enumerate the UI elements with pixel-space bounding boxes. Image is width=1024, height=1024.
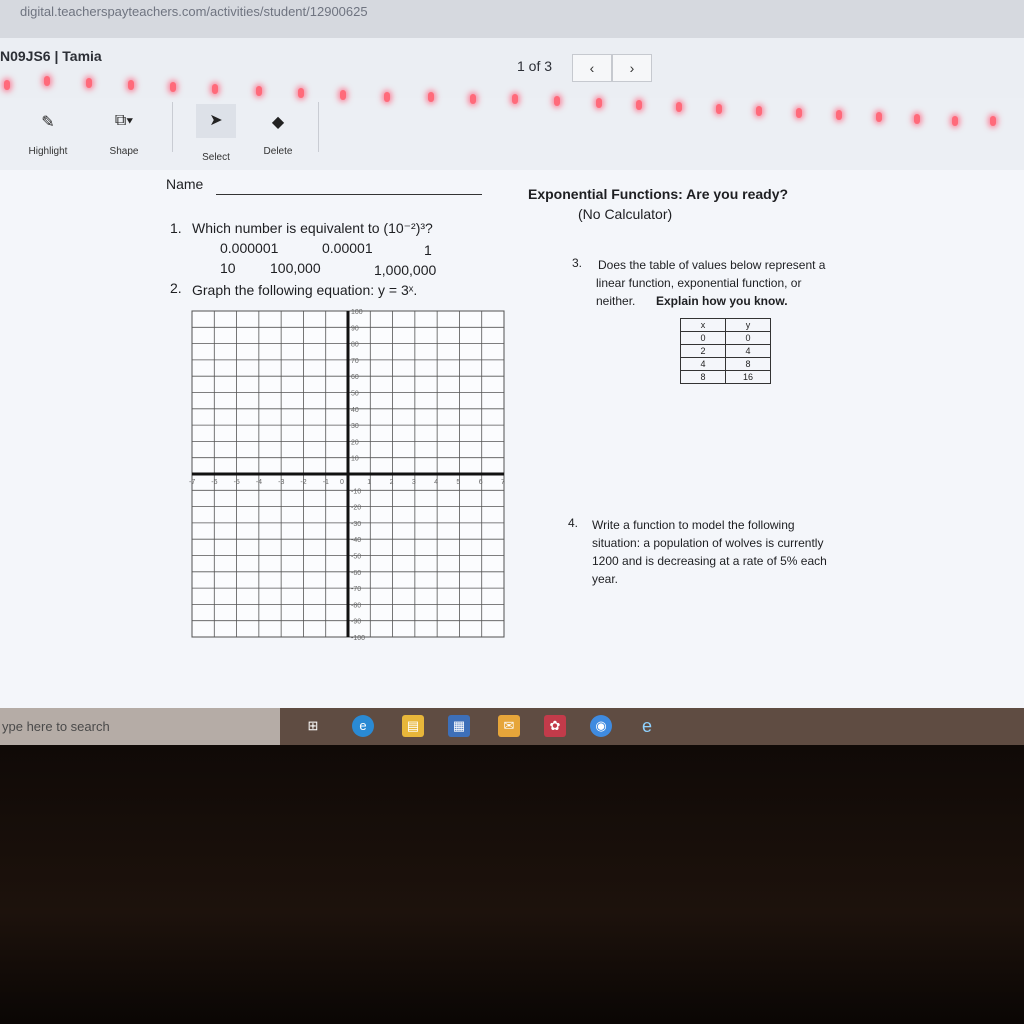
- y-tick-label: 20: [351, 439, 359, 447]
- taskbar-search-box[interactable]: [0, 708, 280, 745]
- x-tick-label: -3: [278, 479, 285, 486]
- search-placeholder: ype here to search: [2, 719, 110, 734]
- y-tick-label: -10: [351, 488, 362, 496]
- coordinate-grid[interactable]: [186, 305, 510, 643]
- table-cell: 8: [681, 371, 726, 384]
- y-tick-label: 60: [351, 374, 359, 382]
- x-tick-label: 4: [434, 479, 439, 486]
- eraser-icon: ◆: [271, 114, 285, 131]
- q4-line: situation: a population of wolves is currently: [592, 536, 824, 550]
- address-bar[interactable]: [0, 0, 1024, 38]
- x-tick-label: 7: [501, 479, 505, 486]
- table-row: [681, 332, 771, 345]
- column-header-y: y: [726, 319, 771, 332]
- y-tick-label: -30: [351, 520, 362, 528]
- q4-line: Write a function to model the following: [592, 518, 795, 532]
- app-icon[interactable]: ✿: [544, 715, 566, 737]
- y-tick-label: 10: [351, 455, 359, 463]
- y-tick-label: -80: [351, 602, 362, 610]
- chrome-icon[interactable]: ◉: [590, 715, 612, 737]
- column-header-x: x: [681, 319, 726, 332]
- q1-option[interactable]: 0.000001: [220, 240, 279, 256]
- y-tick-label: -90: [351, 618, 362, 626]
- store-icon[interactable]: ▦: [448, 715, 470, 737]
- q3-number: 3.: [572, 256, 583, 270]
- x-tick-label: 2: [389, 479, 394, 486]
- table-row: [681, 358, 771, 371]
- chevron-right-icon: ›: [629, 60, 635, 76]
- q3-line: linear function, exponential function, or: [596, 276, 802, 290]
- url-text: digital.teacherspayteachers.com/activities/student/12900625: [20, 4, 368, 19]
- table-cell: 16: [726, 371, 771, 384]
- q4-line: year.: [592, 572, 619, 586]
- highlight-label: Highlight: [28, 146, 68, 157]
- chevron-left-icon: ‹: [589, 60, 595, 76]
- y-tick-label: 50: [351, 390, 359, 398]
- file-explorer-icon[interactable]: ▤: [402, 715, 424, 737]
- x-tick-label: -1: [322, 479, 329, 486]
- name-line[interactable]: [216, 194, 482, 195]
- delete-label: Delete: [263, 146, 293, 157]
- x-tick-label: -5: [233, 479, 240, 486]
- values-table: [680, 318, 771, 384]
- marker-icon: ✎: [41, 114, 55, 131]
- worksheet-page: [0, 170, 1024, 710]
- y-tick-label: 100: [351, 309, 363, 316]
- q3-line: neither.: [596, 294, 636, 308]
- q2-number: 2.: [170, 280, 182, 296]
- q4-number: 4.: [568, 516, 579, 530]
- x-tick-label: -4: [255, 479, 263, 486]
- q3-line: Does the table of values below represent a: [598, 258, 826, 272]
- worksheet-title: Exponential Functions: Are you ready?: [528, 186, 789, 202]
- y-tick-label: -70: [351, 586, 362, 594]
- q3-line: Explain how you know.: [656, 294, 788, 308]
- table-row: [681, 371, 771, 384]
- name-label: Name: [166, 176, 204, 192]
- shape-label: Shape: [109, 146, 139, 157]
- table-cell: 0: [726, 332, 771, 345]
- mail-icon[interactable]: ✉: [498, 715, 520, 737]
- y-tick-label: -100: [351, 635, 366, 642]
- x-tick-label: 3: [411, 479, 416, 486]
- x-tick-label: -7: [189, 479, 196, 486]
- y-tick-label: -20: [351, 504, 362, 512]
- q1-prompt: Which number is equivalent to (10⁻²)³?: [192, 220, 433, 236]
- q2-prompt: Graph the following equation: y = 3ˣ.: [192, 282, 418, 298]
- table-cell: 2: [681, 345, 726, 358]
- table-cell: 4: [681, 358, 726, 371]
- shape-icon: ⧉▾: [114, 112, 134, 129]
- q1-option[interactable]: 1,000,000: [374, 262, 437, 278]
- y-tick-label: 70: [351, 357, 359, 365]
- desk-background: [0, 745, 1024, 1024]
- x-tick-label: 1: [367, 479, 372, 486]
- table-cell: 0: [681, 332, 726, 345]
- q1-option[interactable]: 0.00001: [322, 240, 373, 256]
- windows-taskbar: [0, 708, 1024, 745]
- x-tick-label: -6: [211, 479, 218, 486]
- x-tick-label: 6: [478, 479, 483, 486]
- q1-option[interactable]: 10: [220, 260, 236, 276]
- y-tick-label: 90: [351, 325, 359, 333]
- table-cell: 4: [726, 345, 771, 358]
- cursor-icon: ➤: [196, 104, 236, 138]
- y-tick-label: -40: [351, 537, 362, 545]
- q1-option[interactable]: 100,000: [270, 260, 321, 276]
- x-tick-label: 0: [340, 479, 344, 486]
- worksheet-subtitle: (No Calculator): [578, 206, 673, 222]
- task-view-icon[interactable]: ⊞: [307, 718, 319, 733]
- table-header-row: [681, 319, 771, 332]
- y-tick-label: 30: [351, 423, 359, 431]
- table-row: [681, 345, 771, 358]
- q1-option[interactable]: 1: [424, 242, 432, 258]
- y-tick-label: -50: [351, 553, 362, 561]
- string-lights-reflection: [0, 72, 1024, 132]
- internet-explorer-icon[interactable]: e: [641, 716, 652, 736]
- document-title: N09JS6 | Tamia: [0, 48, 102, 64]
- x-tick-label: -2: [300, 479, 307, 486]
- q1-number: 1.: [170, 220, 182, 236]
- select-label: Select: [202, 152, 230, 163]
- page-counter: 1 of 3: [517, 58, 553, 74]
- edge-browser-icon[interactable]: e: [352, 715, 374, 737]
- x-tick-label: 5: [456, 479, 461, 486]
- y-tick-label: 40: [351, 406, 359, 414]
- y-tick-label: 80: [351, 341, 359, 349]
- q4-line: 1200 and is decreasing at a rate of 5% each: [592, 554, 827, 568]
- table-cell: 8: [726, 358, 771, 371]
- y-tick-label: -60: [351, 569, 362, 577]
